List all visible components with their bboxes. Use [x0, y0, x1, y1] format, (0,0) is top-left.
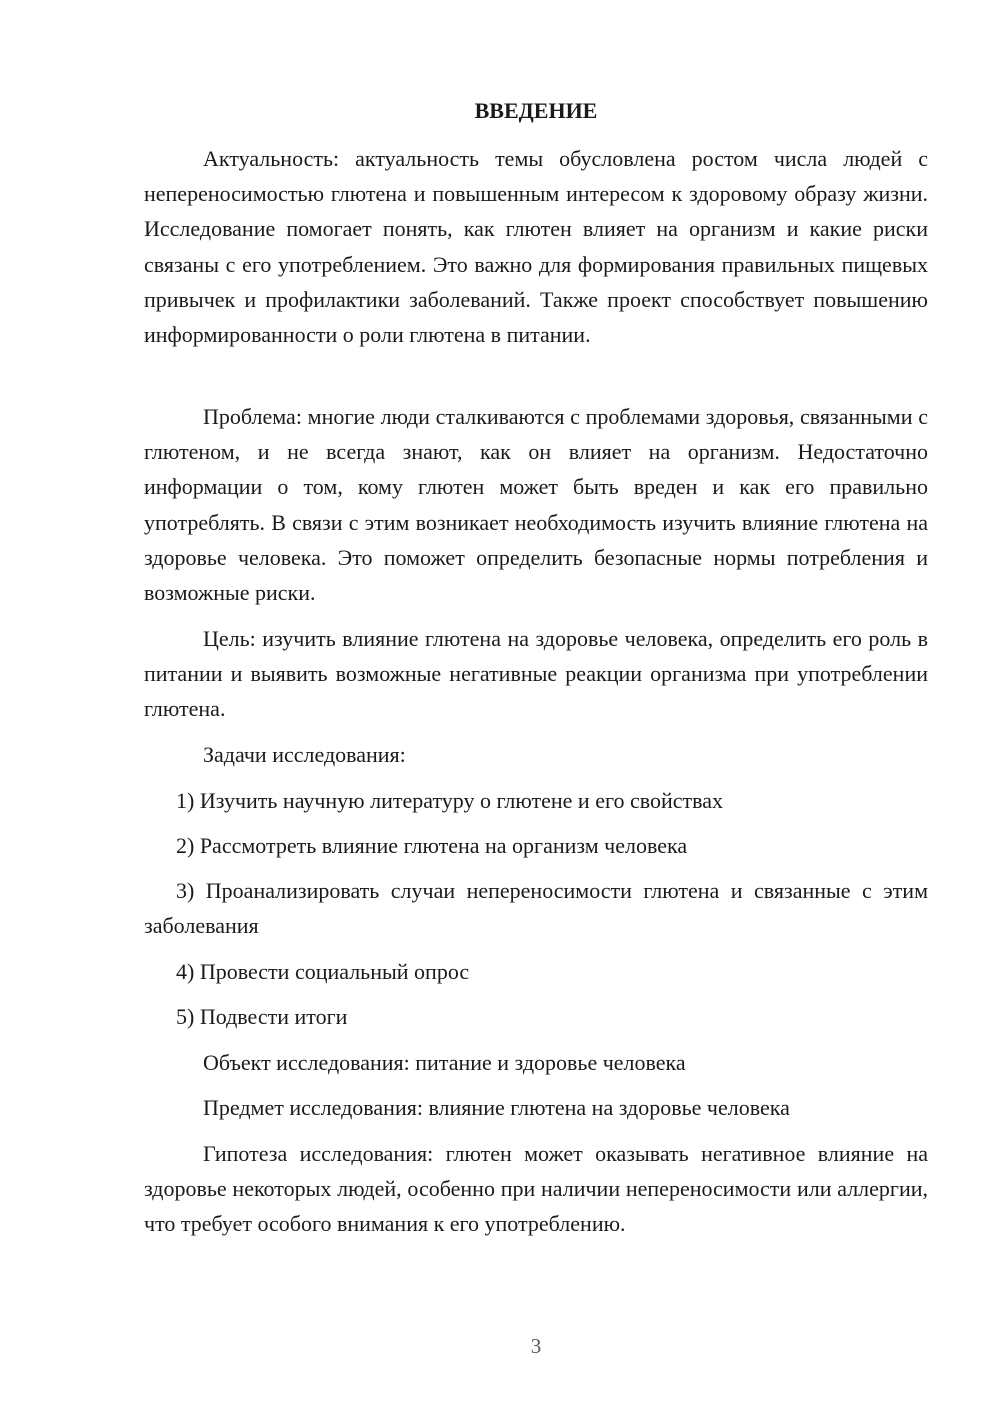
- task-item-4: 4) Провести социальный опрос: [176, 959, 470, 984]
- relevance-paragraph: Актуальность: актуальность темы обусловлена ростом числа людей с непереносимостью глютена и повышенным интересом к здоровому образу жизни. Исследование помогает понять, как глютен влияет на организм и какие риски связаны с его употреблением. Это важно для формирования правильных пищевых привычек и профилактики заболеваний. Также проект способствует повышению информированности о роли глютена в питании.: [144, 146, 928, 348]
- page-number: 3: [530, 1334, 542, 1358]
- task-item-2: 2) Рассмотреть влияние глютена на организм человека: [176, 833, 688, 858]
- problem-paragraph: Проблема: многие люди сталкиваются с проблемами здоровья, связанными с глютеном, и не всегда знают, как он влияет на организм. Недостаточно информации о том, кому глютен может быть вреден и как его правильно употреблять. В связи с этим возникает необходимость изучить влияние глютена на здоровье человека. Это поможет определить безопасные нормы потребления и возможные риски.: [144, 404, 928, 606]
- page-title: ВВЕДЕНИЕ: [474, 98, 598, 123]
- hypothesis-paragraph: Гипотеза исследования: глютен может оказывать негативное влияние на здоровье некоторых людей, особенно при наличии непереносимости или аллергии, что требует особого внимания к его употреблению.: [144, 1141, 928, 1237]
- task-item-5: 5) Подвести итоги: [176, 1004, 348, 1029]
- task-item-1: 1) Изучить научную литературу о глютене и его свойствах: [176, 788, 723, 813]
- goal-paragraph: Цель: изучить влияние глютена на здоровье человека, определить его роль в питании и выявить возможные негативные реакции организма при употреблении глютена.: [144, 626, 928, 722]
- object-paragraph: Объект исследования: питание и здоровье человека: [203, 1050, 686, 1075]
- task-item-3: 3) Проанализировать случаи непереносимости глютена и связанные с этим заболевания: [144, 878, 928, 939]
- tasks-heading: Задачи исследования:: [203, 742, 406, 767]
- subject-paragraph: Предмет исследования: влияние глютена на здоровье человека: [203, 1095, 790, 1120]
